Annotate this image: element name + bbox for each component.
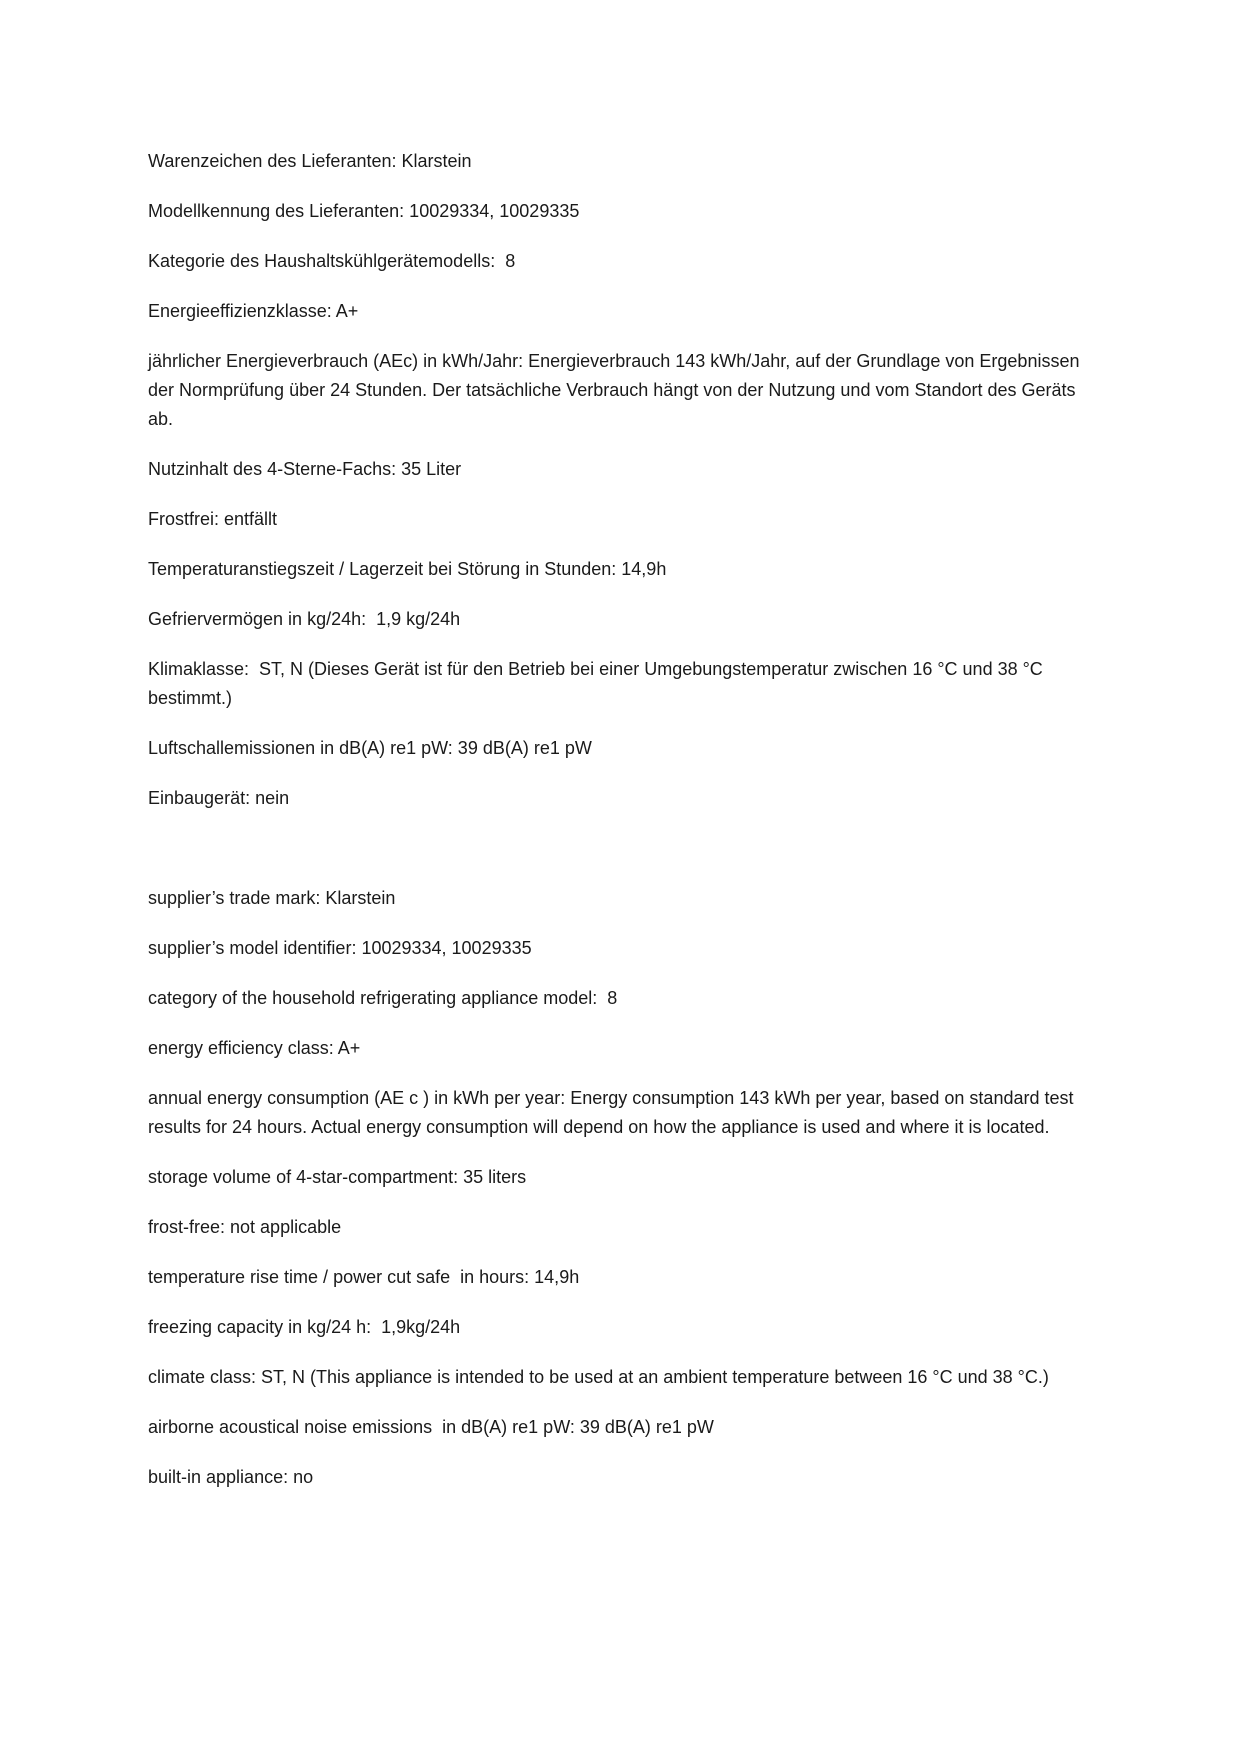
paragraph: Nutzinhalt des 4-Sterne-Fachs: 35 Liter [148, 459, 462, 479]
paragraph: airborne acoustical noise emissions in dB(A) re1 pW: 39 dB(A) re1 pW [148, 1417, 714, 1437]
paragraph: Gefriervermögen in kg/24h: 1,9 kg/24h [148, 609, 461, 629]
paragraph: Energieeffizienzklasse: A+ [148, 301, 359, 321]
paragraph: Kategorie des Haushaltskühlgerätemodells: 8 [148, 251, 516, 271]
paragraph: Klimaklasse: ST, N (Dieses Gerät ist für den Betrieb bei einer Umgebungstemperatur zwischen 16 °C und 38 °C bestimmt.) [148, 659, 1048, 708]
paragraph: Temperaturanstiegszeit / Lagerzeit bei Störung in Stunden: 14,9h [148, 559, 667, 579]
paragraph: jährlicher Energieverbrauch (AEc) in kWh/Jahr: Energieverbrauch 143 kWh/Jahr, auf der Grundlage von Ergebnissen der Normprüfung über 24 Stunden. Der tatsächliche Verbrauch hängt von der Nutzung und vom Standort des Geräts ab. [148, 351, 1085, 429]
paragraph: energy efficiency class: A+ [148, 1038, 361, 1058]
paragraph: temperature rise time / power cut safe in hours: 14,9h [148, 1267, 580, 1287]
paragraph: supplier’s model identifier: 10029334, 10029335 [148, 938, 532, 958]
paragraph: climate class: ST, N (This appliance is intended to be used at an ambient temperature between 16 °C und 38 °C.) [148, 1367, 1049, 1387]
paragraph: annual energy consumption (AE c ) in kWh per year: Energy consumption 143 kWh per year, based on standard test results for 24 hours. Actual energy consumption will depend on how the appliance is used and where it is located. [148, 1088, 1079, 1137]
paragraph: storage volume of 4-star-compartment: 35 liters [148, 1167, 527, 1187]
english-section [148, 884, 1098, 1492]
paragraph: category of the household refrigerating appliance model: 8 [148, 988, 618, 1008]
paragraph: frost-free: not applicable [148, 1217, 342, 1237]
paragraph: Modellkennung des Lieferanten: 10029334, 10029335 [148, 201, 580, 221]
paragraph: Warenzeichen des Lieferanten: Klarstein [148, 151, 472, 171]
german-section [148, 147, 1098, 813]
paragraph: Frostfrei: entfällt [148, 509, 278, 529]
paragraph: supplier’s trade mark: Klarstein [148, 888, 396, 908]
paragraph: freezing capacity in kg/24 h: 1,9kg/24h [148, 1317, 461, 1337]
document-page [148, 147, 1098, 1513]
paragraph: Luftschallemissionen in dB(A) re1 pW: 39 dB(A) re1 pW [148, 738, 592, 758]
paragraph: Einbaugerät: nein [148, 788, 290, 808]
section-spacer [148, 834, 1098, 884]
paragraph: built-in appliance: no [148, 1467, 314, 1487]
